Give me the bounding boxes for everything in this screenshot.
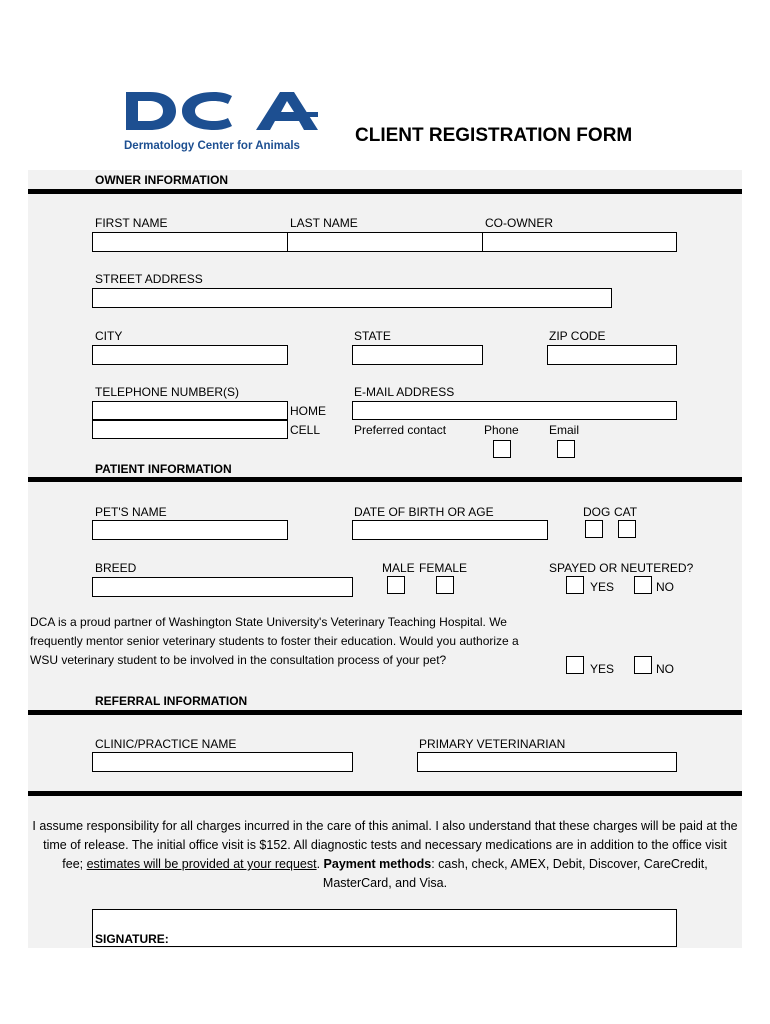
estimates-text: estimates will be provided at your request [86, 857, 317, 871]
terms-paragraph [32, 817, 738, 893]
city-input[interactable] [92, 345, 288, 365]
logo-subtitle: Dermatology Center for Animals [124, 140, 300, 152]
spayed-yes-label: YES [590, 580, 615, 594]
terms-text: I assume responsibility for all charges incurred in the care of this animal. I also understand that these charges will be paid at the time of release. The initial office visit is $152. All diagnostic tests and necessary medications are in addition to the office visit fee; [32, 819, 738, 871]
breed-label: BREED [95, 561, 137, 575]
email-option-label: Email [549, 423, 580, 437]
co-owner-input[interactable] [482, 232, 677, 252]
cat-checkbox[interactable] [618, 520, 636, 538]
female-checkbox[interactable] [436, 576, 454, 594]
home-label: HOME [290, 404, 326, 418]
terms-dot: . [316, 857, 324, 871]
logo-mark [124, 88, 324, 134]
referral-header: REFERRAL INFORMATION [95, 694, 248, 708]
zip-input[interactable] [547, 345, 677, 365]
spayed-no-checkbox[interactable] [634, 576, 652, 594]
email-checkbox[interactable] [557, 440, 575, 458]
pet-name-input[interactable] [92, 520, 288, 540]
email-input[interactable] [352, 401, 677, 420]
preferred-contact-label: Preferred contact [354, 423, 447, 437]
terms-rule [28, 791, 742, 796]
wsu-no-label: NO [656, 662, 674, 676]
logo [124, 88, 324, 150]
payment-methods-list: : cash, check, AMEX, Debit, Discover, CareCredit, MasterCard, and Visa. [322, 857, 708, 890]
spayed-label: SPAYED OR NEUTERED? [549, 561, 694, 575]
last-name-label: LAST NAME [290, 216, 358, 230]
clinic-input[interactable] [92, 752, 353, 772]
cell-label: CELL [290, 423, 321, 437]
last-name-input[interactable] [287, 232, 483, 252]
street-address-input[interactable] [92, 288, 612, 308]
zip-label: ZIP CODE [549, 329, 606, 343]
wsu-yes-checkbox[interactable] [566, 656, 584, 674]
telephone-label: TELEPHONE NUMBER(S) [95, 385, 240, 399]
spayed-no-label: NO [656, 580, 674, 594]
wsu-no-checkbox[interactable] [634, 656, 652, 674]
referral-rule [28, 710, 742, 715]
dog-label: DOG [583, 505, 611, 519]
email-label: E-MAIL ADDRESS [354, 385, 455, 399]
pet-name-label: PET'S NAME [95, 505, 167, 519]
vet-input[interactable] [417, 752, 677, 772]
dob-input[interactable] [352, 520, 548, 540]
female-label: FEMALE [419, 561, 468, 575]
payment-methods-label: Payment methods [323, 857, 432, 871]
form-title: CLIENT REGISTRATION FORM [355, 125, 633, 146]
spayed-yes-checkbox[interactable] [566, 576, 584, 594]
patient-rule [28, 477, 742, 482]
dob-label: DATE OF BIRTH OR AGE [354, 505, 494, 519]
street-address-label: STREET ADDRESS [95, 272, 203, 286]
signature-box[interactable] [92, 909, 677, 947]
owner-rule [28, 189, 742, 194]
cat-label: CAT [614, 505, 638, 519]
owner-header: OWNER INFORMATION [95, 173, 229, 187]
signature-label: SIGNATURE: [95, 932, 169, 946]
state-input[interactable] [352, 345, 483, 365]
cell-phone-input[interactable] [92, 420, 288, 439]
dog-checkbox[interactable] [585, 520, 603, 538]
male-checkbox[interactable] [387, 576, 405, 594]
home-phone-input[interactable] [92, 401, 288, 420]
breed-input[interactable] [92, 577, 353, 597]
city-label: CITY [95, 329, 123, 343]
phone-option-label: Phone [484, 423, 519, 437]
first-name-label: FIRST NAME [95, 216, 168, 230]
clinic-label: CLINIC/PRACTICE NAME [95, 737, 237, 751]
state-label: STATE [354, 329, 391, 343]
co-owner-label: CO-OWNER [485, 216, 553, 230]
phone-checkbox[interactable] [493, 440, 511, 458]
wsu-paragraph: DCA is a proud partner of Washington State University's Veterinary Teaching Hospital. We frequently mentor senior veterinary students to foster their education. Would you authorize a WSU veterinary student to be involved in the consultation process of your pet? [30, 615, 519, 667]
wsu-yes-label: YES [590, 662, 615, 676]
vet-label: PRIMARY VETERINARIAN [419, 737, 566, 751]
patient-header: PATIENT INFORMATION [95, 462, 232, 476]
male-label: MALE [382, 561, 415, 575]
white-cut [0, 600, 28, 680]
first-name-input[interactable] [92, 232, 288, 252]
